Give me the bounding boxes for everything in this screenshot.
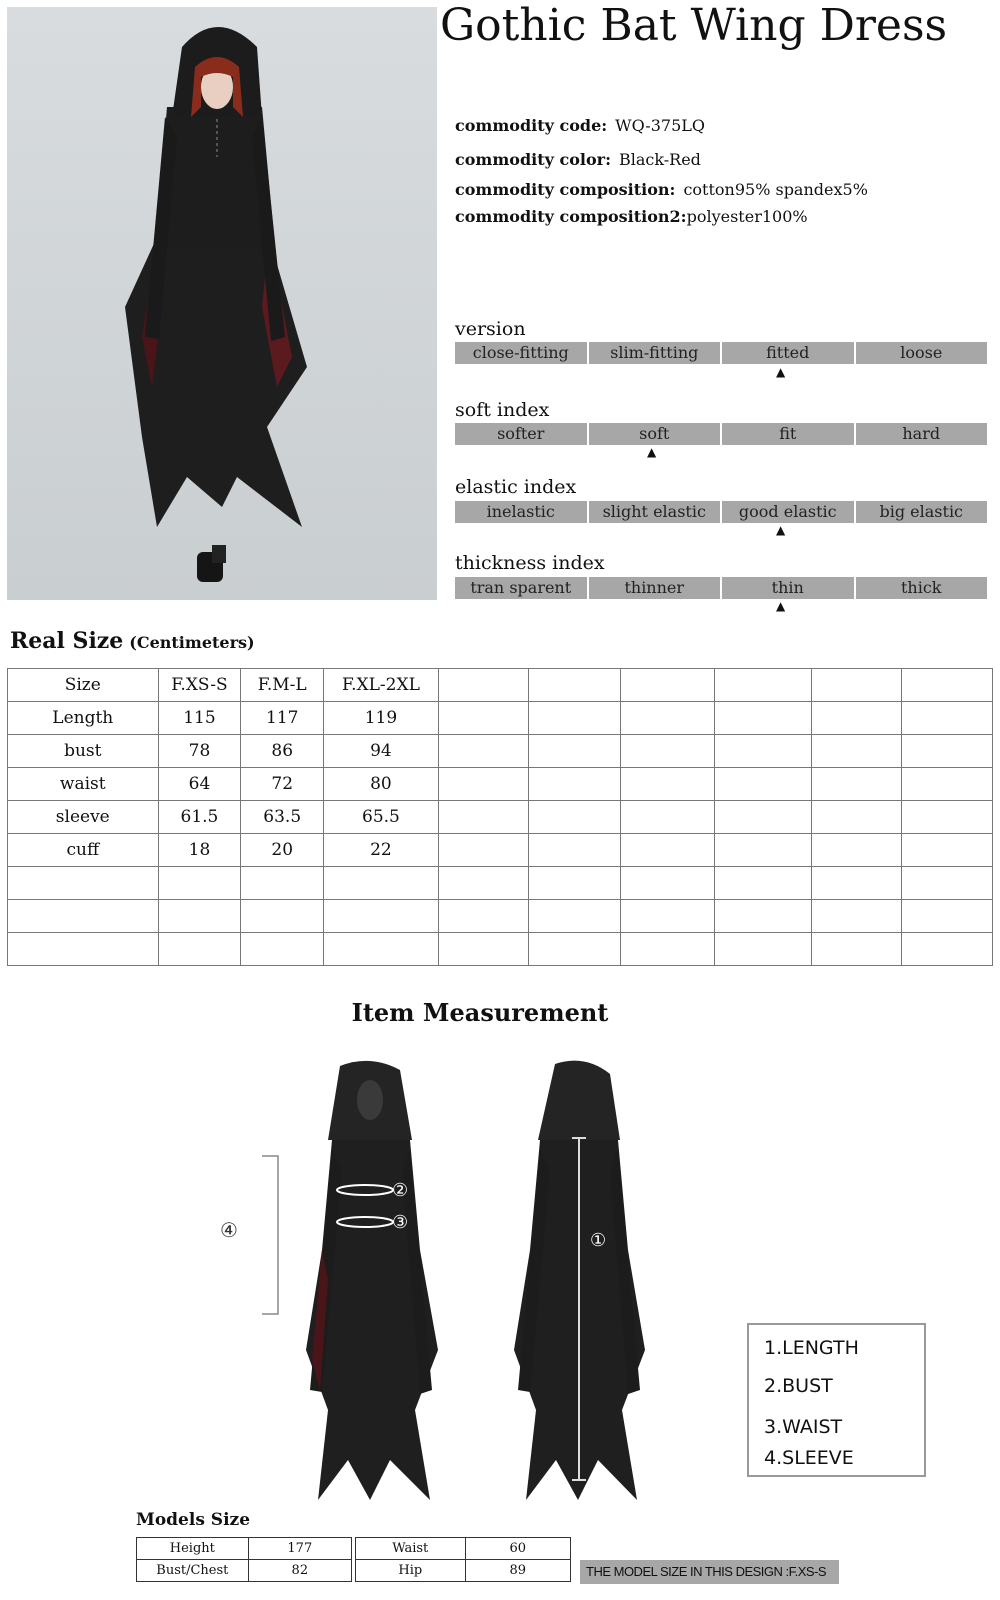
spec-composition	[455, 180, 868, 199]
table-cell: 89	[465, 1560, 570, 1582]
table-cell: 115	[158, 702, 241, 735]
table-row	[356, 1538, 571, 1560]
real-size-label: Real Size	[10, 628, 124, 654]
elastic-option: good elastic	[722, 501, 854, 523]
table-cell: 119	[324, 702, 439, 735]
table-cell: 117	[241, 702, 324, 735]
table-cell: 94	[324, 735, 439, 768]
spec-composition2	[455, 207, 808, 226]
table-row	[8, 834, 993, 867]
elastic-marker-icon: ▲	[776, 523, 786, 537]
models-table-left	[136, 1537, 352, 1582]
table-row	[137, 1560, 352, 1582]
table-cell: 82	[248, 1560, 351, 1582]
table-cell: 60	[465, 1538, 570, 1560]
size-table	[7, 668, 993, 966]
table-cell: 20	[241, 834, 324, 867]
table-cell: bust	[8, 735, 159, 768]
table-row	[8, 768, 993, 801]
product-photo	[7, 7, 437, 600]
spec-code	[455, 116, 705, 135]
item-measurement-title: Item Measurement	[351, 998, 609, 1027]
marker-waist: ③	[392, 1212, 409, 1233]
table-header-row	[8, 669, 993, 702]
table-cell: Bust/Chest	[137, 1560, 249, 1582]
header-cell: F.M-L	[241, 669, 324, 702]
legend-item: 3.WAIST	[764, 1416, 843, 1438]
table-cell: 72	[241, 768, 324, 801]
thickness-option: thick	[856, 577, 988, 599]
soft-marker-icon: ▲	[647, 445, 657, 459]
spec-value: cotton95% spandex5%	[683, 180, 868, 199]
model-size-note: THE MODEL SIZE IN THIS DESIGN :F.XS-S	[580, 1560, 839, 1584]
table-row	[137, 1538, 352, 1560]
table-cell: 177	[248, 1538, 351, 1560]
elastic-index-title: elastic index	[455, 476, 577, 498]
table-row	[356, 1560, 571, 1582]
thickness-option: thin	[722, 577, 854, 599]
product-title: Gothic Bat Wing Dress	[440, 0, 948, 51]
soft-option: soft	[589, 423, 721, 445]
table-cell: 18	[158, 834, 241, 867]
table-row	[8, 801, 993, 834]
spec-color	[455, 150, 701, 169]
legend-item: 2.BUST	[764, 1375, 833, 1397]
legend-item: 1.LENGTH	[764, 1337, 859, 1359]
table-row-empty	[8, 933, 993, 966]
table-row-empty	[8, 900, 993, 933]
measurement-legend	[747, 1323, 926, 1477]
table-cell: waist	[8, 768, 159, 801]
soft-index-bar	[455, 423, 987, 445]
unit-label: (Centimeters)	[129, 633, 255, 652]
version-option: close-fitting	[455, 342, 587, 364]
spec-label: commodity composition:	[455, 180, 676, 199]
marker-length: ①	[590, 1230, 607, 1251]
table-cell: 65.5	[324, 801, 439, 834]
table-cell: 61.5	[158, 801, 241, 834]
header-cell: F.XS-S	[158, 669, 241, 702]
version-option: fitted	[722, 342, 854, 364]
thickness-index-bar	[455, 577, 987, 599]
legend-item: 4.SLEEVE	[764, 1447, 854, 1469]
spec-label: commodity code:	[455, 116, 608, 135]
marker-sleeve: ④	[220, 1218, 238, 1242]
version-option: loose	[856, 342, 988, 364]
version-bar	[455, 342, 987, 364]
thickness-option: tran sparent	[455, 577, 587, 599]
table-row	[8, 702, 993, 735]
header-cell: F.XL-2XL	[324, 669, 439, 702]
models-table-right	[355, 1537, 571, 1582]
spec-value: WQ-375LQ	[615, 116, 705, 135]
soft-option: softer	[455, 423, 587, 445]
table-cell: 78	[158, 735, 241, 768]
table-cell: Waist	[356, 1538, 466, 1560]
table-cell: 80	[324, 768, 439, 801]
elastic-option: big elastic	[856, 501, 988, 523]
version-title: version	[455, 318, 526, 340]
soft-index-title: soft index	[455, 399, 550, 421]
soft-option: hard	[856, 423, 988, 445]
table-cell: 63.5	[241, 801, 324, 834]
spec-label: commodity composition2:	[455, 207, 687, 226]
marker-bust: ②	[392, 1180, 409, 1201]
table-cell: sleeve	[8, 801, 159, 834]
header-cell: Size	[8, 669, 159, 702]
thickness-index-title: thickness index	[455, 552, 605, 574]
version-marker-icon: ▲	[776, 365, 786, 379]
spec-value: polyester100%	[686, 207, 808, 226]
table-cell: Hip	[356, 1560, 466, 1582]
thickness-option: thinner	[589, 577, 721, 599]
measurement-diagram	[220, 1060, 660, 1520]
table-cell: 86	[241, 735, 324, 768]
table-cell: Height	[137, 1538, 249, 1560]
table-cell: 22	[324, 834, 439, 867]
table-cell: 64	[158, 768, 241, 801]
spec-value: Black-Red	[618, 150, 701, 169]
elastic-option: inelastic	[455, 501, 587, 523]
models-size-title: Models Size	[136, 1510, 251, 1530]
table-cell: cuff	[8, 834, 159, 867]
table-cell: Length	[8, 702, 159, 735]
elastic-option: slight elastic	[589, 501, 721, 523]
soft-option: fit	[722, 423, 854, 445]
version-option: slim-fitting	[589, 342, 721, 364]
thickness-marker-icon: ▲	[776, 599, 786, 613]
elastic-index-bar	[455, 501, 987, 523]
real-size-title	[10, 628, 255, 654]
table-row	[8, 735, 993, 768]
spec-label: commodity color:	[455, 150, 611, 169]
table-row-empty	[8, 867, 993, 900]
